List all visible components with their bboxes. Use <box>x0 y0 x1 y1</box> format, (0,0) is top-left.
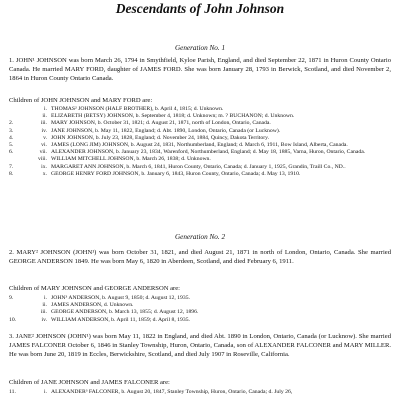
child-number <box>9 113 25 120</box>
child-number: 6. <box>9 149 14 156</box>
child-number <box>9 302 25 309</box>
children-label: Children of MARY JOHNSON and GEORGE ANDERSON are: <box>9 285 181 292</box>
child-entry <box>9 128 391 135</box>
child-roman-numeral: ii. <box>42 302 47 309</box>
child-entry <box>9 149 391 156</box>
child-roman-numeral: i. <box>43 389 47 395</box>
person-paragraph: 2. MARY² JOHNSON (JOHN¹) was born October 31, 1821, and died August 21, 1871 in north of London, Ontario, Canada. She married GEORGE ANDERSON 1849. He was born May 6, 1820 in Aberdeen, Scotland, and died February 6, 1911. <box>9 249 391 265</box>
children-label: Children of JOHN JOHNSON and MARY FORD are: <box>9 97 153 104</box>
child-roman-numeral: viii. <box>37 156 47 163</box>
child-details: MARY JOHNSON, b. October 31, 1821; d. August 21, 1871, north of London, Ontario, Canada. <box>51 120 271 127</box>
child-details: THOMAS² JOHNSON (HALF BROTHER), b. April 4, 1815; d. Unknown. <box>51 106 224 112</box>
child-roman-numeral: i. <box>43 295 47 301</box>
child-entry <box>9 309 391 316</box>
child-number: 5. <box>9 142 14 149</box>
child-details: ALEXANDER³ FALCONER, b. August 20, 1847, Stanley Township, Huron, Ontario, Canada; d. July 26, <box>51 389 293 395</box>
child-details: GEORGE HENRY FORD JOHNSON, b. January 6, 1843, Huron County, Ontario, Canada; d. May 13, 1910. <box>51 170 301 177</box>
child-entry <box>9 317 391 324</box>
child-details: ALEXANDER JOHNSON, b. January 23, 1834, Warenford, Northumberland, England; d. May 18, 1885, Varna, Huron, Ontario, Canada. <box>51 149 366 156</box>
child-entry <box>9 120 391 127</box>
child-number: 3. <box>9 127 14 134</box>
children-label: Children of JANE JOHNSON and JAMES FALCONER are: <box>9 379 170 386</box>
child-entry <box>9 171 391 178</box>
child-number <box>9 156 25 163</box>
child-number: 10. <box>9 316 17 323</box>
child-number: 9. <box>9 295 14 301</box>
child-roman-numeral: vi. <box>41 142 47 149</box>
child-roman-numeral: iv. <box>41 127 47 134</box>
generation-heading: Generation No. 2 <box>174 233 226 241</box>
child-number: 11. <box>9 389 16 395</box>
child-roman-numeral: ii. <box>42 113 47 120</box>
child-details: MARGARET ANN JOHNSON, b. March 6, 1841, Huron County, Ontario, Canada; d. January 1, 1925, Grandin, Traill Co., ND.. <box>51 163 346 170</box>
child-entry <box>9 389 391 396</box>
child-roman-numeral: iv. <box>41 316 47 323</box>
child-details: JOHN JOHNSON, b. July 23, 1828, England; d. November 24, 1884, Quincy, Dakota Territory. <box>51 134 270 141</box>
child-entry <box>9 164 391 171</box>
children-list <box>9 295 391 324</box>
child-roman-numeral: v. <box>43 134 47 141</box>
children-list <box>9 106 391 178</box>
person-paragraph: 3. JANE² JOHNSON (JOHN¹) was born May 11, 1822 in England, and died Abt. 1890 in London, Ontario, Canada (or Lucknow). She married JAMES FALCONER October 6, 1846 in Stanley Township, Huron, Ontario, Canada, son of ALEXANDER FALCONER and MARY MILLER. He was born June 20, 1819 in Eccles, Berwickshire, Scotland, and died July 1907 in Roseville, California. <box>9 333 391 358</box>
child-number: 7. <box>9 163 14 170</box>
child-number: 4. <box>9 134 14 141</box>
child-details: JANE JOHNSON, b. May 11, 1822, England; d. Abt. 1890, London, Ontario, Canada (or Lucknow). <box>51 127 281 134</box>
child-roman-numeral: iii. <box>40 120 47 127</box>
document-title: Descendants of John Johnson <box>115 1 285 16</box>
child-number: 2. <box>9 120 14 127</box>
child-entry <box>9 156 391 163</box>
child-details: JAMES (LONG JIM) JOHNSON, b. August 24, 1831, Northumberland, England; d. March 6, 1911, Bow Island, Alberta, Canada. <box>51 142 348 149</box>
child-number: 8. <box>9 170 14 177</box>
child-details: GEORGE ANDERSON, b. March 13, 1855; d. August 12, 1896. <box>51 309 199 316</box>
child-entry <box>9 302 391 309</box>
child-roman-numeral: ix. <box>41 163 47 170</box>
child-number <box>9 309 25 316</box>
child-details: WILLIAM ANDERSON, b. April 11, 1859; d. April 8, 1935. <box>51 316 190 323</box>
child-details: JOHN³ ANDERSON, b. August 9, 1850; d. August 12, 1935. <box>51 295 191 301</box>
child-details: JAMES ANDERSON, d. Unknown. <box>51 302 134 309</box>
person-paragraph: 1. JOHN¹ JOHNSON was born March 26, 1794 in Smythfield, Kyloe Parish, England, and died September 22, 1871 in Huron County Ontario Canada. He married MARY FORD, daughter of JAMES FORD. She was born January 28, 1793 in Berwick, Scotland, and died November 2, 1864 in Huron County Ontario Canada. <box>9 57 391 82</box>
child-entry <box>9 295 391 302</box>
child-roman-numeral: iii. <box>40 309 47 316</box>
generation-heading: Generation No. 1 <box>174 44 226 52</box>
children-list <box>9 389 391 396</box>
child-details: WILLIAM MITCHELL JOHNSON, b. March 26, 1838; d. Unknown. <box>51 156 211 163</box>
child-roman-numeral: vii. <box>39 149 47 156</box>
child-entry <box>9 135 391 142</box>
child-number <box>9 106 25 113</box>
child-roman-numeral: i. <box>43 106 47 112</box>
child-roman-numeral: x. <box>42 170 47 177</box>
child-details: ELIZABETH (BETSY) JOHNSON, b. September 4, 1818; d. Unknown; m. ? BUCHANON; d. Unknown. <box>51 113 295 120</box>
